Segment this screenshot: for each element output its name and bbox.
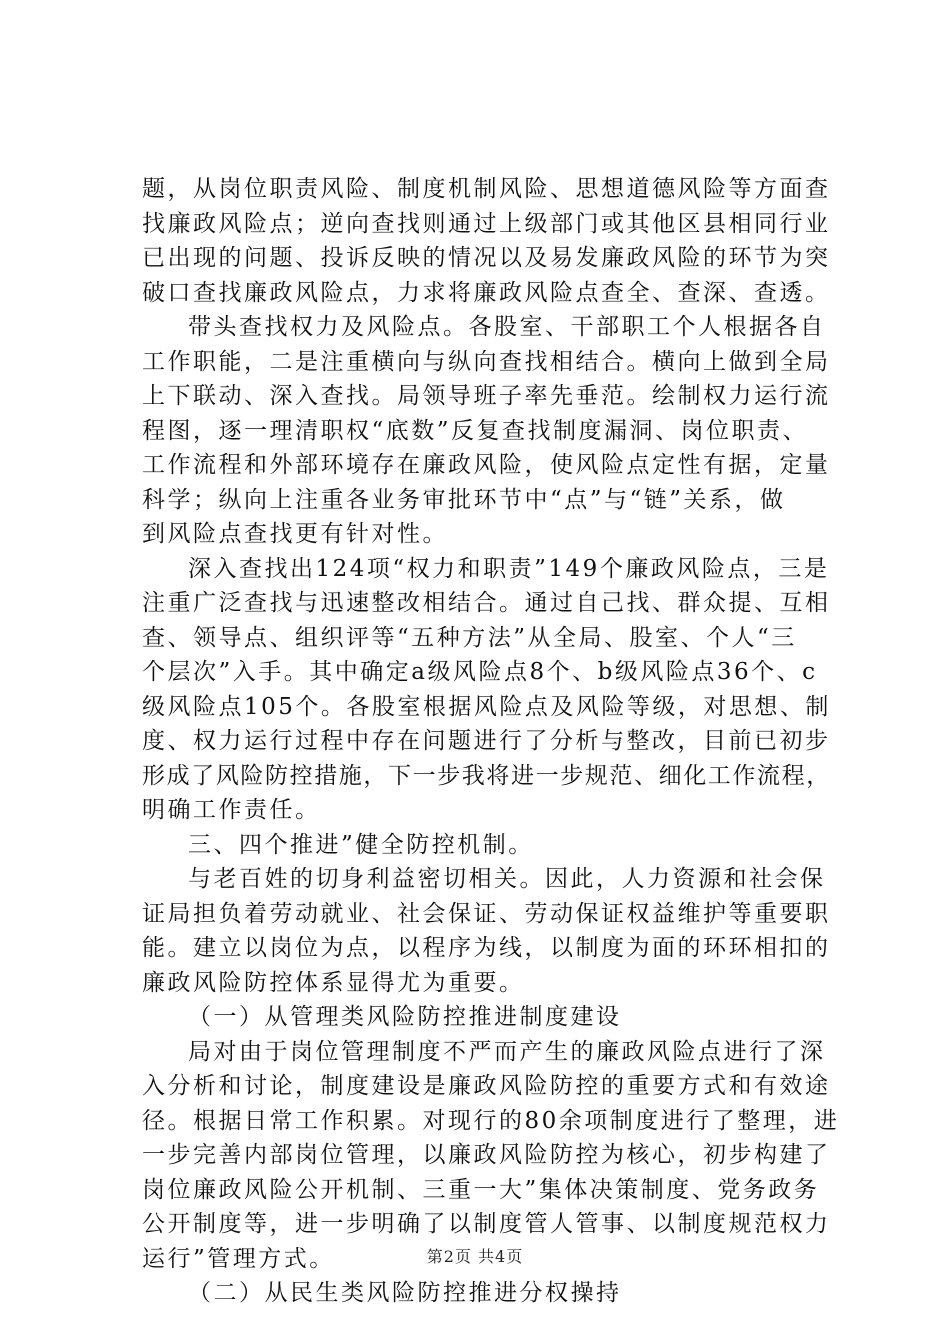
paragraph-3 bbox=[142, 552, 832, 828]
text-line: 题，从岗位职责风险、制度机制风险、思想道德风险等方面查 bbox=[142, 176, 831, 202]
text-line: 注重广泛查找与迅速整改相结合。通过自己找、群众提、互相 bbox=[142, 590, 831, 616]
text-line: 个层次”入手。其中确定a级风险点8个、b级风险点36个、c bbox=[142, 659, 818, 685]
text-line: 与老百姓的切身利益密切相关。因此，人力资源和社会保 bbox=[188, 866, 826, 892]
section-heading-3 bbox=[142, 828, 832, 863]
text-line: 上下联动、深入查找。局领导班子率先垂范。绘制权力运行流 bbox=[142, 383, 831, 409]
text-line: 级风险点105个。各股室根据风险点及风险等级，对思想、制 bbox=[142, 693, 831, 720]
text-line: 工作职能，二是注重横向与纵向查找相结合。横向上做到全局 bbox=[142, 348, 831, 375]
paragraph-5 bbox=[142, 862, 832, 1000]
text-line: 查、领导点、组织评等“五种方法”从全局、股室、个人“三 bbox=[142, 624, 797, 651]
text-line: 到风险点查找更有针对性。 bbox=[142, 521, 448, 547]
text-line: 廉政风险防控体系显得尤为重要。 bbox=[142, 969, 525, 996]
text-line: 径。根据日常工作积累。对现行的80余项制度进行了整理，进 bbox=[142, 1107, 840, 1134]
document-body bbox=[142, 172, 840, 1311]
text-line: 找廉政风险点；逆向查找则通过上级部门或其他区县相同行业 bbox=[142, 210, 831, 237]
text-line: 公开制度等，进一步明确了以制度管人管事、以制度规范权力 bbox=[142, 1211, 831, 1237]
paragraph-2 bbox=[142, 310, 832, 552]
page-footer bbox=[0, 1244, 950, 1267]
text-line: 运行”管理方式。 bbox=[142, 1245, 335, 1272]
text-line: 带头查找权力及风险点。各股室、干部职工个人根据各自 bbox=[188, 314, 826, 340]
paragraph-1 bbox=[142, 172, 832, 310]
text-line: 已出现的问题、投诉反映的情况以及易发廉政风险的环节为突 bbox=[142, 245, 831, 271]
text-line: 岗位廉政风险公开机制、三重一大”集体决策制度、党务政务 bbox=[142, 1176, 820, 1203]
text-line: 明确工作责任。 bbox=[142, 797, 321, 823]
text-line: 程图，逐一理清职权“底数”反复查找制度漏洞、岗位职责、 bbox=[142, 417, 809, 444]
text-line: 局对由于岗位管理制度不严而产生的廉政风险点进行了深 bbox=[188, 1038, 826, 1065]
text-line: 一步完善内部岗位管理，以廉政风险防控为核心，初步构建了 bbox=[142, 1142, 831, 1168]
text-line: 破口查找廉政风险点，力求将廉政风险点查全、查深、查透。 bbox=[142, 279, 831, 306]
subsection-heading: （一）从管理类风险防控推进制度建设 bbox=[188, 1004, 622, 1030]
text-line: 入分析和讨论，制度建设是廉政风险防控的重要方式和有效途 bbox=[142, 1073, 831, 1099]
text-line: 科学；纵向上注重各业务审批环节中“点”与“链”关系，做 bbox=[142, 486, 786, 513]
text-line: 深入查找出124项“权力和职责”149个廉政风险点，三是 bbox=[188, 555, 830, 582]
subsection-heading-2 bbox=[142, 1276, 832, 1311]
section-heading: 三、四个推进”健全防控机制。 bbox=[188, 831, 534, 858]
text-line: 证局担负着劳动就业、社会保证、劳动保证权益维护等重要职 bbox=[142, 900, 831, 927]
text-line: 形成了风险防控措施，下一步我将进一步规范、细化工作流程， bbox=[142, 762, 831, 789]
text-line: 工作流程和外部环境存在廉政风险，使风险点定性有据，定量 bbox=[142, 452, 831, 478]
text-line: 度、权力运行过程中存在问题进行了分析与整改，目前已初步 bbox=[142, 728, 831, 754]
paragraph-7 bbox=[142, 1035, 840, 1277]
subsection-heading: （二）从民生类风险防控推进分权操持 bbox=[188, 1280, 622, 1306]
page-number-label: 第2页 共4页 bbox=[426, 1247, 524, 1266]
text-line: 能。建立以岗位为点，以程序为线，以制度为面的环环相扣的 bbox=[142, 935, 831, 961]
subsection-heading-1 bbox=[142, 1000, 832, 1035]
